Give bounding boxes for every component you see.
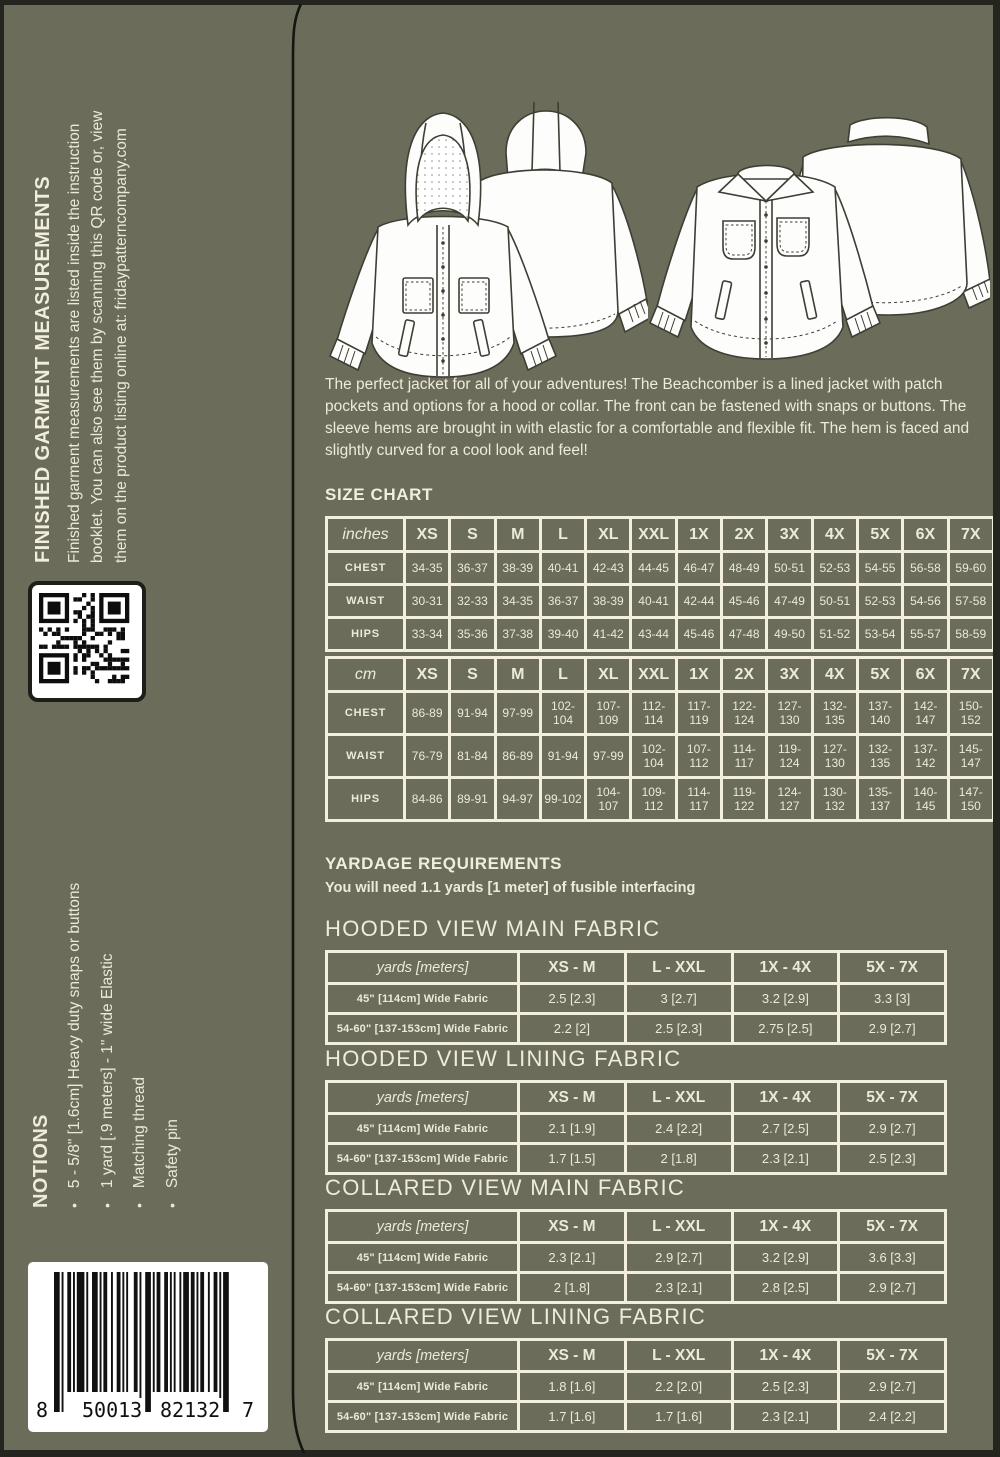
value-cell: 3.3 [3] [839, 984, 946, 1014]
size-header: 4X [812, 658, 857, 692]
notion-item-label: Matching thread [131, 1076, 149, 1189]
notion-item-label: Safety pin [163, 1119, 181, 1189]
table-row [327, 1014, 946, 1044]
value-cell: 45-46 [722, 585, 767, 618]
value-cell: 2.3 [2.1] [732, 1144, 839, 1174]
barcode-digit-group: 8 [36, 1398, 49, 1422]
notion-item [98, 798, 118, 1208]
value-cell: 41-42 [586, 618, 631, 651]
size-header: XL [586, 658, 631, 692]
value-cell: 57-58 [948, 585, 993, 618]
hooded-lining-fabric-table [325, 1080, 947, 1175]
finished-measurements-body: Finished garment measurements are listed inside the instruction booklet. You can also see them by scanning this QR code or, view them on the product listing online at: fridaypatterncompany.com [66, 110, 130, 563]
row-label: WAIST [327, 585, 405, 618]
size-range-header: L - XXL [625, 1211, 732, 1243]
value-cell: 91-94 [450, 692, 495, 735]
size-header: 2X [722, 518, 767, 552]
size-header: XS [405, 518, 450, 552]
value-cell: 1.7 [1.6] [519, 1402, 626, 1432]
size-header: XXL [631, 658, 676, 692]
value-cell: 47-48 [722, 618, 767, 651]
row-label: 54-60" [137-153cm] Wide Fabric [327, 1273, 519, 1303]
value-cell: 150-152 [948, 692, 993, 735]
envelope-edge-bottom [0, 1450, 1000, 1457]
value-cell: 3.2 [2.9] [732, 984, 839, 1014]
table-row [327, 1273, 946, 1303]
size-header: 3X [767, 518, 812, 552]
size-header: 5X [857, 658, 902, 692]
value-cell: 86-89 [405, 692, 450, 735]
size-header: XS [405, 658, 450, 692]
value-cell: 55-57 [903, 618, 948, 651]
size-range-header: 5X - 7X [839, 1082, 946, 1114]
finished-measurements-title: FINISHED GARMENT MEASUREMENTS [32, 175, 54, 563]
notions-title: NOTIONS [30, 1114, 52, 1208]
value-cell: 36-37 [540, 585, 585, 618]
value-cell: 50-51 [812, 585, 857, 618]
notion-item [163, 798, 183, 1208]
size-header: S [450, 658, 495, 692]
table-row [327, 984, 946, 1014]
value-cell: 42-43 [586, 552, 631, 585]
size-header: 4X [812, 518, 857, 552]
value-cell: 109-112 [631, 778, 676, 821]
notion-item [130, 798, 150, 1208]
size-range-header: L - XXL [625, 952, 732, 984]
value-cell: 54-56 [903, 585, 948, 618]
value-cell: 140-145 [903, 778, 948, 821]
row-label: HIPS [327, 778, 405, 821]
value-cell: 132-135 [812, 692, 857, 735]
barcode [28, 1262, 268, 1432]
value-cell: 3.2 [2.9] [732, 1243, 839, 1273]
size-range-header: 1X - 4X [732, 952, 839, 984]
jacket-description: The perfect jacket for all of your adventures! The Beachcomber is a lined jacket with patch pockets and options for a hood or collar. The front can be fastened with snaps or buttons. The sleeve hems are brought in with elastic for a comfortable and flexible fit. The hem is faced and slightly curved for a cool look and feel! [325, 376, 970, 460]
value-cell: 52-53 [857, 585, 902, 618]
size-header: L [540, 658, 585, 692]
value-cell: 119-122 [722, 778, 767, 821]
size-chart-inches-table [325, 516, 995, 652]
value-cell: 114-117 [722, 735, 767, 778]
row-label: WAIST [327, 735, 405, 778]
value-cell: 2.3 [2.1] [625, 1273, 732, 1303]
barcode-digit-group: 50013 [82, 1398, 143, 1422]
unit-header: cm [327, 658, 405, 692]
yards-meters-header: yards [meters] [327, 1340, 519, 1372]
size-range-header: XS - M [519, 1211, 626, 1243]
table-row [327, 778, 994, 821]
value-cell: 127-130 [812, 735, 857, 778]
size-range-header: 5X - 7X [839, 1340, 946, 1372]
table-row [327, 1372, 946, 1402]
value-cell: 45-46 [676, 618, 721, 651]
yardage-subtitle: You will need 1.1 yards [1 meter] of fusible interfacing [325, 880, 696, 896]
value-cell: 58-59 [948, 618, 993, 651]
value-cell: 50-51 [767, 552, 812, 585]
value-cell: 49-50 [767, 618, 812, 651]
value-cell: 135-137 [857, 778, 902, 821]
size-header: 5X [857, 518, 902, 552]
value-cell: 2.3 [2.1] [519, 1243, 626, 1273]
value-cell: 2 [1.8] [519, 1273, 626, 1303]
bullet-icon: • [131, 1203, 148, 1208]
value-cell: 44-45 [631, 552, 676, 585]
value-cell: 38-39 [586, 585, 631, 618]
value-cell: 43-44 [631, 618, 676, 651]
value-cell: 36-37 [450, 552, 495, 585]
hooded-lining-fabric-heading: HOODED VIEW LINING FABRIC [325, 1046, 682, 1071]
table-row [327, 1144, 946, 1174]
row-label: HIPS [327, 618, 405, 651]
size-header: S [450, 518, 495, 552]
collared-main-fabric-table [325, 1209, 947, 1304]
size-range-header: L - XXL [625, 1082, 732, 1114]
size-header: XXL [631, 518, 676, 552]
value-cell: 117-119 [676, 692, 721, 735]
table-row [327, 618, 994, 651]
value-cell: 76-79 [405, 735, 450, 778]
value-cell: 147-150 [948, 778, 993, 821]
value-cell: 122-124 [722, 692, 767, 735]
value-cell: 2.9 [2.7] [839, 1273, 946, 1303]
size-range-header: XS - M [519, 952, 626, 984]
value-cell: 102-104 [540, 692, 585, 735]
value-cell: 2.75 [2.5] [732, 1014, 839, 1044]
hooded-main-fabric-heading: HOODED VIEW MAIN FABRIC [325, 916, 661, 941]
value-cell: 54-55 [857, 552, 902, 585]
size-header: XL [586, 518, 631, 552]
value-cell: 2.4 [2.2] [839, 1402, 946, 1432]
yardage-title: YARDAGE REQUIREMENTS [325, 854, 563, 873]
size-range-header: 1X - 4X [732, 1211, 839, 1243]
value-cell: 52-53 [812, 552, 857, 585]
row-label: 45" [114cm] Wide Fabric [327, 1243, 519, 1273]
row-label: 54-60" [137-153cm] Wide Fabric [327, 1144, 519, 1174]
size-header: 2X [722, 658, 767, 692]
size-header: 6X [903, 658, 948, 692]
size-header: 7X [948, 518, 993, 552]
barcode-bars [28, 1262, 268, 1432]
value-cell: 3 [2.7] [625, 984, 732, 1014]
value-cell: 2 [1.8] [625, 1144, 732, 1174]
collared-lining-fabric-table [325, 1338, 947, 1433]
value-cell: 2.8 [2.5] [732, 1273, 839, 1303]
table-row [327, 552, 994, 585]
value-cell: 124-127 [767, 778, 812, 821]
size-range-header: XS - M [519, 1082, 626, 1114]
value-cell: 53-54 [857, 618, 902, 651]
value-cell: 86-89 [495, 735, 540, 778]
value-cell: 119-124 [767, 735, 812, 778]
unit-header: inches [327, 518, 405, 552]
value-cell: 42-44 [676, 585, 721, 618]
hooded-view-illustration [318, 75, 648, 390]
value-cell: 2.9 [2.7] [839, 1372, 946, 1402]
value-cell: 97-99 [495, 692, 540, 735]
table-row [327, 1402, 946, 1432]
row-label: CHEST [327, 692, 405, 735]
value-cell: 37-38 [495, 618, 540, 651]
value-cell: 2.5 [2.3] [839, 1144, 946, 1174]
value-cell: 145-147 [948, 735, 993, 778]
table-row [327, 585, 994, 618]
size-range-header: L - XXL [625, 1340, 732, 1372]
size-header: M [495, 518, 540, 552]
yards-meters-header: yards [meters] [327, 1211, 519, 1243]
qr-code [28, 581, 146, 702]
envelope-edge-right [993, 0, 1000, 1457]
qr-code-pattern [37, 590, 137, 693]
bullet-icon: • [98, 1203, 115, 1208]
row-label: CHEST [327, 552, 405, 585]
value-cell: 35-36 [450, 618, 495, 651]
value-cell: 2.9 [2.7] [839, 1014, 946, 1044]
size-header: 3X [767, 658, 812, 692]
hooded-main-fabric-table [325, 950, 947, 1045]
value-cell: 142-147 [903, 692, 948, 735]
value-cell: 2.5 [2.3] [732, 1372, 839, 1402]
value-cell: 84-86 [405, 778, 450, 821]
value-cell: 56-58 [903, 552, 948, 585]
collared-main-fabric-heading: COLLARED VIEW MAIN FABRIC [325, 1175, 686, 1200]
value-cell: 89-91 [450, 778, 495, 821]
envelope-edge-top [0, 0, 1000, 5]
size-header: 1X [676, 658, 721, 692]
value-cell: 32-33 [450, 585, 495, 618]
value-cell: 51-52 [812, 618, 857, 651]
bullet-icon: • [66, 1203, 82, 1208]
value-cell: 1.7 [1.5] [519, 1144, 626, 1174]
value-cell: 33-34 [405, 618, 450, 651]
value-cell: 34-35 [405, 552, 450, 585]
value-cell: 3.6 [3.3] [839, 1243, 946, 1273]
value-cell: 81-84 [450, 735, 495, 778]
size-range-header: 1X - 4X [732, 1082, 839, 1114]
value-cell: 130-132 [812, 778, 857, 821]
size-header: 6X [903, 518, 948, 552]
value-cell: 94-97 [495, 778, 540, 821]
value-cell: 91-94 [540, 735, 585, 778]
barcode-digit-group: 7 [242, 1398, 255, 1422]
size-chart-title: SIZE CHART [325, 485, 433, 504]
row-label: 45" [114cm] Wide Fabric [327, 1372, 519, 1402]
value-cell: 47-49 [767, 585, 812, 618]
size-range-header: 5X - 7X [839, 952, 946, 984]
table-row [327, 1114, 946, 1144]
value-cell: 2.7 [2.5] [732, 1114, 839, 1144]
main-panel [293, 0, 1000, 1457]
value-cell: 46-47 [676, 552, 721, 585]
value-cell: 48-49 [722, 552, 767, 585]
value-cell: 132-135 [857, 735, 902, 778]
table-row [327, 1243, 946, 1273]
size-header: 1X [676, 518, 721, 552]
row-label: 45" [114cm] Wide Fabric [327, 984, 519, 1014]
value-cell: 40-41 [631, 585, 676, 618]
notions-list [65, 798, 182, 1208]
value-cell: 127-130 [767, 692, 812, 735]
value-cell: 39-40 [540, 618, 585, 651]
value-cell: 104-107 [586, 778, 631, 821]
notion-item-label: 5 - 5/8" [1.6cm] Heavy duty snaps or buttons [66, 882, 83, 1189]
table-row [327, 735, 994, 778]
value-cell: 107-109 [586, 692, 631, 735]
row-label: 45" [114cm] Wide Fabric [327, 1114, 519, 1144]
value-cell: 114-117 [676, 778, 721, 821]
value-cell: 2.5 [2.3] [519, 984, 626, 1014]
barcode-digit-group: 82132 [160, 1398, 221, 1422]
envelope-edge-left [0, 0, 4, 1457]
size-chart-cm-table [325, 656, 995, 822]
table-row [327, 692, 994, 735]
value-cell: 59-60 [948, 552, 993, 585]
bullet-icon: • [163, 1203, 180, 1208]
notion-item [65, 798, 85, 1208]
value-cell: 107-112 [676, 735, 721, 778]
value-cell: 99-102 [540, 778, 585, 821]
row-label: 54-60" [137-153cm] Wide Fabric [327, 1402, 519, 1432]
value-cell: 102-104 [631, 735, 676, 778]
finished-measurements-block [32, 38, 133, 563]
value-cell: 30-31 [405, 585, 450, 618]
yards-meters-header: yards [meters] [327, 952, 519, 984]
size-range-header: 5X - 7X [839, 1211, 946, 1243]
value-cell: 137-140 [857, 692, 902, 735]
value-cell: 40-41 [540, 552, 585, 585]
value-cell: 2.5 [2.3] [625, 1014, 732, 1044]
value-cell: 2.2 [2] [519, 1014, 626, 1044]
size-range-header: 1X - 4X [732, 1340, 839, 1372]
value-cell: 97-99 [586, 735, 631, 778]
value-cell: 112-114 [631, 692, 676, 735]
value-cell: 2.2 [2.0] [625, 1372, 732, 1402]
yards-meters-header: yards [meters] [327, 1082, 519, 1114]
value-cell: 137-142 [903, 735, 948, 778]
size-header: L [540, 518, 585, 552]
value-cell: 2.9 [2.7] [625, 1243, 732, 1273]
value-cell: 34-35 [495, 585, 540, 618]
collared-view-illustration [645, 95, 990, 387]
value-cell: 1.7 [1.6] [625, 1402, 732, 1432]
notions-block [30, 798, 195, 1208]
value-cell: 2.3 [2.1] [732, 1402, 839, 1432]
value-cell: 2.9 [2.7] [839, 1114, 946, 1144]
size-header: 7X [948, 658, 993, 692]
value-cell: 2.1 [1.9] [519, 1114, 626, 1144]
row-label: 54-60" [137-153cm] Wide Fabric [327, 1014, 519, 1044]
size-range-header: XS - M [519, 1340, 626, 1372]
collared-lining-fabric-heading: COLLARED VIEW LINING FABRIC [325, 1304, 707, 1329]
value-cell: 1.8 [1.6] [519, 1372, 626, 1402]
value-cell: 38-39 [495, 552, 540, 585]
notion-item-label: 1 yard [.9 meters] - 1" wide Elastic [98, 953, 116, 1189]
value-cell: 2.4 [2.2] [625, 1114, 732, 1144]
size-header: M [495, 658, 540, 692]
